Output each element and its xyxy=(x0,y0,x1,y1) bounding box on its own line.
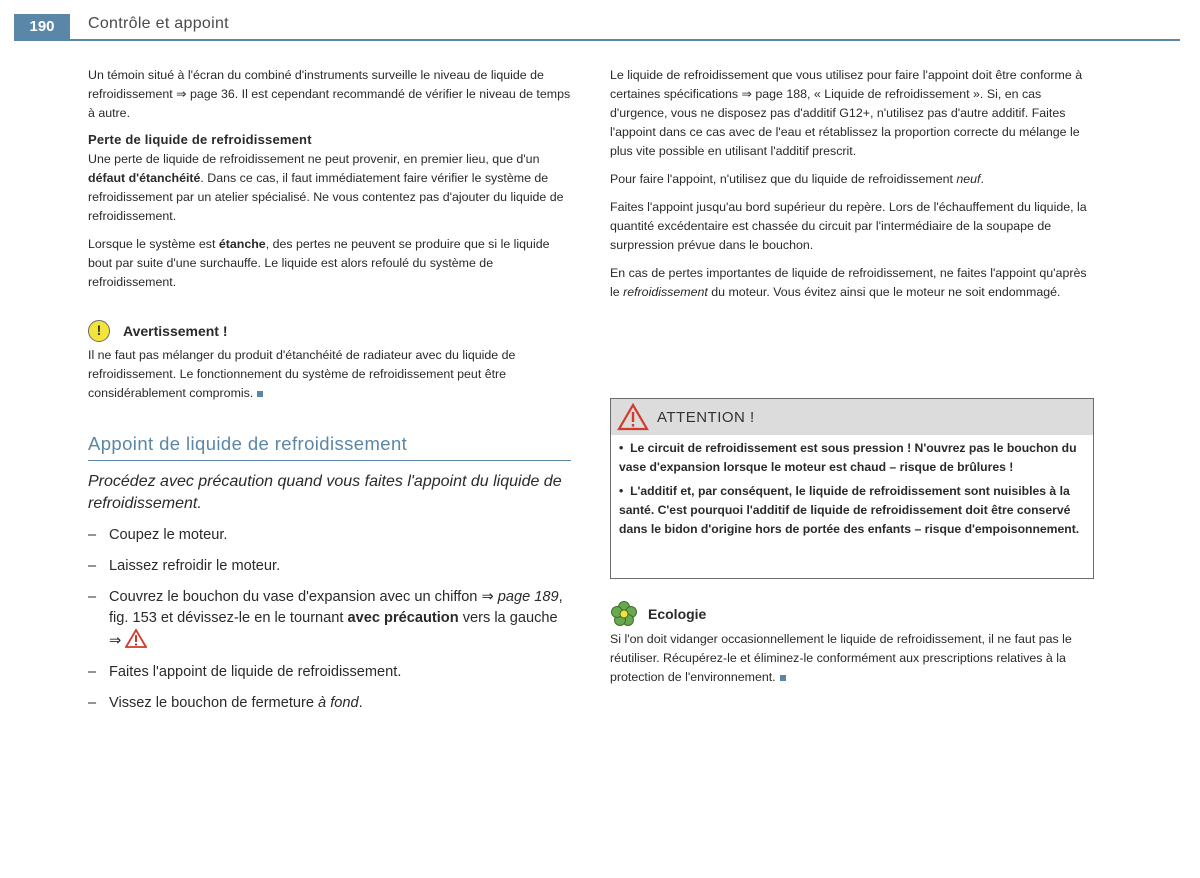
step-item: – Couvrez le bouchon du vase d'expansion avec un chiffon ⇒ page 189, fig. 153 et dévissez-le en le tournant avec précaution vers la gauche ⇒ xyxy=(88,589,563,649)
ecology-title: Ecologie xyxy=(648,606,707,622)
ecology-flower-icon xyxy=(610,600,638,628)
spec-paragraph: Le liquide de refroidissement que vous utilisez pour faire l'appoint doit être conforme à certaines spécifications ⇒ page 188, « Liquide de refroidissement ». Si, en cas d'urgence, vous ne disposez pas d'additif G12+, n'utilisez pas d'autre additif. Faites l'appoint dans ce cas avec de l'eau et rétablissez la proportion correcte du mélange le plus vite possible en utilisant l'additif prescrit. xyxy=(610,68,1083,158)
page-number: 190 xyxy=(14,14,70,40)
section-intro: Procédez avec précaution quand vous faites l'appoint du liquide de refroidissement. xyxy=(88,473,562,512)
section-title: Appoint de liquide de refroidissement xyxy=(88,433,571,461)
attention-item: • L'additif et, par conséquent, le liquide de refroidissement sont nuisibles à la santé. C'est pourquoi l'additif de liquide de refroidissement doit être conservé dans le bidon d'origine hors de portée des enfants – risque d'empoisonnement. xyxy=(619,484,1080,536)
fill-level-paragraph: Faites l'appoint jusqu'au bord supérieur du repère. Lors de l'échauffement du liquide, la quantité excédentaire est chassée du circuit par l'intermédiaire de la soupape de surpression prévue dans le bouchon. xyxy=(610,200,1087,252)
attention-body xyxy=(611,435,1093,539)
attention-triangle-icon xyxy=(617,403,649,431)
attention-box xyxy=(610,398,1094,579)
large-loss-paragraph: En cas de pertes importantes de liquide de refroidissement, ne faites l'appoint qu'après le refroidissement du moteur. Vous évitez ainsi que le moteur ne soit endommagé. xyxy=(610,266,1087,299)
warning-heading xyxy=(88,320,571,342)
ecology-section xyxy=(610,600,1094,687)
end-square-icon xyxy=(257,391,263,397)
coolant-loss-heading: Perte de liquide de refroidissement xyxy=(88,132,312,147)
right-column xyxy=(610,66,1094,302)
left-column xyxy=(88,66,571,724)
step-item: – Laissez refroidir le moteur. xyxy=(88,558,281,574)
steps-list xyxy=(88,525,571,714)
new-coolant-paragraph: Pour faire l'appoint, n'utilisez que du liquide de refroidissement neuf. xyxy=(610,172,984,186)
chapter-title: Contrôle et appoint xyxy=(88,15,229,32)
ecology-heading xyxy=(610,600,1094,628)
step-item: – Coupez le moteur. xyxy=(88,527,228,543)
attention-header xyxy=(611,399,1093,435)
warning-text: Il ne faut pas mélanger du produit d'étanchéité de radiateur avec du liquide de refroidissement. Le fonctionnement du système de refroidissement peut être considérablement compromis. xyxy=(88,348,516,400)
header-rule xyxy=(14,39,1180,41)
attention-triangle-icon[interactable] xyxy=(125,629,147,648)
warning-circle-icon: ! xyxy=(88,320,110,342)
page-header xyxy=(0,8,1200,42)
attention-title: ATTENTION ! xyxy=(657,408,755,426)
step-item: – Vissez le bouchon de fermeture à fond. xyxy=(88,695,363,711)
warning-title: Avertissement ! xyxy=(123,323,228,339)
intro-paragraph: Un témoin situé à l'écran du combiné d'instruments surveille le niveau de liquide de refroidissement ⇒ page 36. Il est cependant recommandé de vérifier le niveau de temps à autre. xyxy=(88,68,571,120)
leak-paragraph: Une perte de liquide de refroidissement ne peut provenir, en premier lieu, que d'un défaut d'étanchéité. Dans ce cas, il faut immédiatement faire vérifier le système de refroidissement par un atelier spécialisé. Ne vous contentez pas d'ajouter du liquide de refroidissement. xyxy=(88,152,564,223)
step-item: – Faites l'appoint de liquide de refroidissement. xyxy=(88,664,402,680)
attention-item: • Le circuit de refroidissement est sous pression ! N'ouvrez pas le bouchon du vase d'expansion lorsque le moteur est chaud – risque de brûlures ! xyxy=(619,441,1077,474)
page-reference-link[interactable]: page 189 xyxy=(497,589,559,605)
ecology-text: Si l'on doit vidanger occasionnellement le liquide de refroidissement, il ne faut pas le réutiliser. Récupérez-le et éliminez-le conformément aux prescriptions relatives à la protection de l'environnement. xyxy=(610,632,1072,684)
end-square-icon xyxy=(780,675,786,681)
sealed-paragraph: Lorsque le système est étanche, des pertes ne peuvent se produire que si le liquide bout par suite d'une surchauffe. Le liquide est alors refoulé du système de refroidissement. xyxy=(88,237,550,289)
